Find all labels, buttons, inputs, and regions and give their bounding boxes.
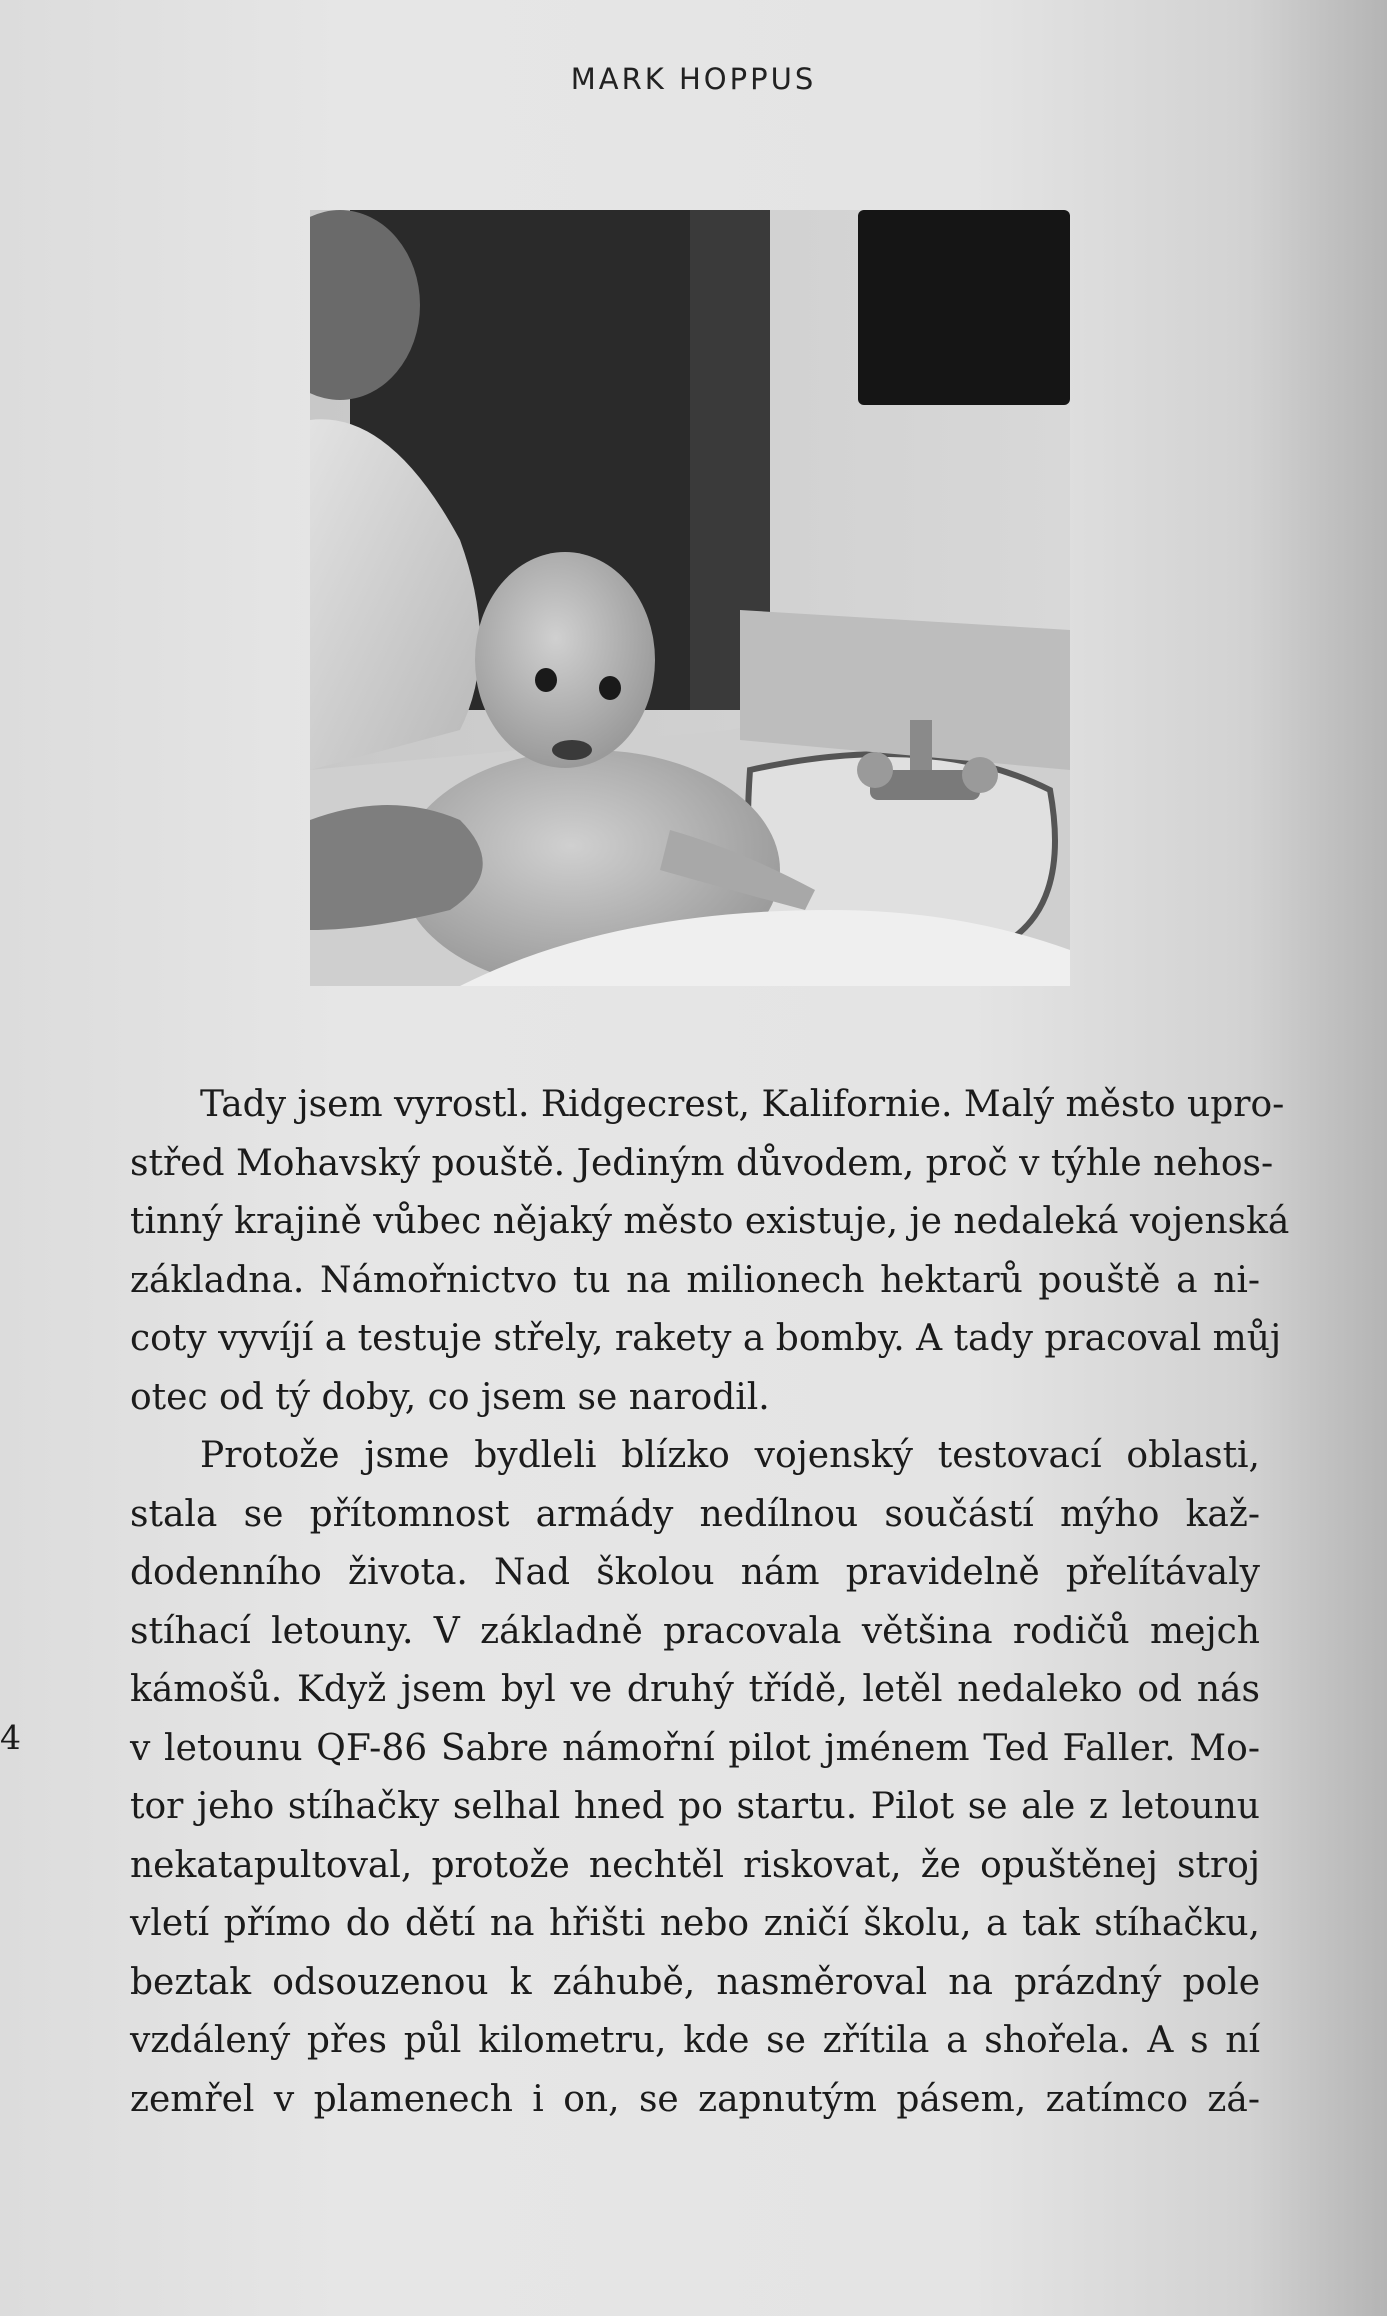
text-line: základna. Námořnictvo tu na milionech hektarů pouště a ni- <box>130 1259 1260 1301</box>
text-line: Protože jsme bydleli blízko vojenský testovací oblasti, <box>200 1435 1260 1476</box>
text-line: Tady jsem vyrostl. Ridgecrest, Kalifornie. Malý město upro- <box>200 1084 1285 1125</box>
text-line: nekatapultoval, protože nechtěl riskovat, že opuštěnej stroj <box>130 1844 1260 1886</box>
text-line: střed Mohavský pouště. Jediným důvodem, proč v týhle nehos- <box>130 1142 1274 1184</box>
page-number: 4 <box>0 1718 21 1757</box>
text-line: otec od tý doby, co jsem se narodil. <box>130 1376 770 1418</box>
text-line: beztak odsouzenou k záhubě, nasměroval na prázdný pole <box>130 1961 1260 2003</box>
text-line: vletí přímo do dětí na hřišti nebo zničí školu, a tak stíhačku, <box>130 1903 1260 1944</box>
text-line: kámošů. Když jsem byl ve druhý třídě, letěl nedaleko od nás <box>130 1669 1260 1710</box>
text-line: tor jeho stíhačky selhal hned po startu. Pilot se ale z letounu <box>130 1786 1260 1827</box>
text-line: stíhací letouny. V základně pracovala většina rodičů mejch <box>130 1610 1260 1652</box>
text-line: vzdálený přes půl kilometru, kde se zřítila a shořela. A s ní <box>130 2020 1260 2061</box>
text-line: stala se přítomnost armády nedílnou součástí mýho kaž- <box>130 1493 1260 1535</box>
photo-baby-in-sink <box>310 210 1070 986</box>
text-line: dodenního života. Nad školou nám pravidelně přelítávaly <box>130 1552 1260 1593</box>
running-head: MARK HOPPUS <box>570 62 817 96</box>
text-line: tinný krajině vůbec nějaký město existuje, je nedaleká vojenská <box>130 1201 1290 1242</box>
text-line: zemřel v plamenech i on, se zapnutým pásem, zatímco zá- <box>130 2078 1260 2120</box>
text-line: v letounu QF-86 Sabre námořní pilot jménem Ted Faller. Mo- <box>130 1727 1260 1769</box>
text-line: coty vyvíjí a testuje střely, rakety a bomby. A tady pracoval můj <box>130 1318 1282 1359</box>
body-text <box>130 1076 1290 2129</box>
